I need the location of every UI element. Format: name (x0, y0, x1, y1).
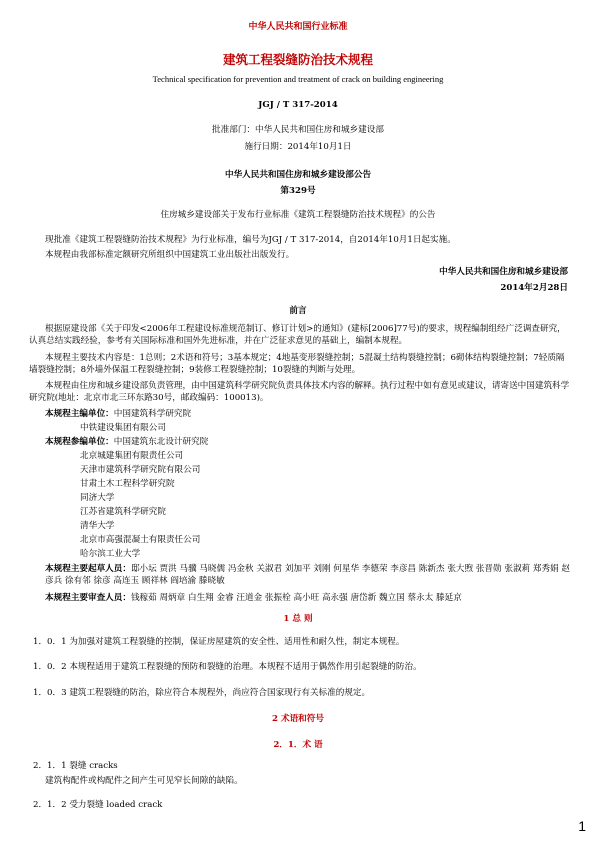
chapter-1-heading: 1 总 则 (283, 614, 313, 624)
announcement-date: 2014年2月28日 (500, 283, 568, 293)
preface-para-3: 本规程由住房和城乡建设部负责管理，由中国建筑科学研究院负责具体技术内容的解释。执行过程中如有意见或建议，请寄送中国建筑科学研究院(地址：北京市北三环东路30号，邮政编码：100013)。 (29, 381, 570, 404)
announcement-number: 第329号 (280, 186, 316, 196)
participant-unit: 江苏省建筑科学研究院 (80, 507, 166, 517)
page-number: 1 (578, 817, 586, 834)
reviewers-label: 本规程主要审查人员： (45, 593, 131, 603)
participant-unit: 同济大学 (80, 493, 115, 503)
participant-unit: 天津市建筑科学研究院有限公司 (80, 465, 201, 475)
announcement-issuer: 中华人民共和国住房和城乡建设部公告 (224, 170, 372, 180)
preface-para-2: 本规程主要技术内容是：1总则；2术语和符号；3基本规定；4地基变形裂缝控制；5混凝土结构裂缝控制；6砌体结构裂缝控制；7轻质隔墙裂缝控制；8外墙外保温工程裂缝控制；9装修工程裂缝控制；10裂缝的判断与处理。 (29, 353, 565, 376)
drafters-row (29, 563, 570, 588)
preface-heading: 前言 (289, 306, 307, 316)
participant-unit: 甘肃土木工程科学研究院 (80, 479, 175, 489)
participant-unit: 北京城建集团有限责任公司 (80, 451, 184, 461)
drafters-list: 邸小坛 贾洪 马骥 马晓儒 冯金秋 关淑君 刘加平 刘刚 何星华 李德荣 李彦昌 陈新杰 张大煦 张晋勋 张淑莉 郑秀娟 赵彦兵 徐有邻 徐彦 高连玉 顾祥林 阎培渝 滕晓敏 (45, 564, 570, 587)
term-2-1-2: 2．1．2 受力裂缝 loaded crack (33, 800, 163, 810)
participant-unit: 清华大学 (80, 521, 115, 531)
chief-unit: 中铁建设集团有限公司 (80, 423, 166, 433)
clause-1-0-3: 1．0．3 建筑工程裂缝的防治，除应符合本规程外，尚应符合国家现行有关标准的规定。 (33, 688, 371, 698)
preface-para-1: 根据原建设部《关于印发<2006年工程建设标准规范制订、修订计划>的通知》(建标[2006]77号)的要求，规程编制组经广泛调查研究，认真总结实践经验，参考有关国际标准和国外先进标准，并在广泛征求意见的基础上，编制本规程。 (29, 324, 566, 347)
participant-unit: 中国建筑东北设计研究院 (113, 437, 209, 447)
participant-units-label: 本规程参编单位： (45, 437, 114, 447)
announcement-para-2: 本规程由我部标准定额研究所组织中国建筑工业出版社出版发行。 (45, 250, 295, 260)
standard-category: 中华人民共和国行业标准 (248, 22, 348, 32)
announcement-subject: 住房城乡建设部关于发布行业标准《建筑工程裂缝防治技术规程》的公告 (160, 210, 436, 220)
participant-unit: 北京市高强混凝土有限责任公司 (80, 535, 201, 545)
term-2-1-1: 2．1．1 裂缝 cracks (33, 761, 118, 771)
approving-department: 批准部门：中华人民共和国住房和城乡建设部 (212, 125, 384, 135)
standard-title: 建筑工程裂缝防治技术规程 (222, 52, 373, 67)
standard-title-en: Technical specification for prevention and treatment of crack on building engineering (152, 74, 444, 84)
participant-unit: 哈尔滨工业大学 (80, 549, 141, 559)
section-2-1-heading: 2．1．术 语 (273, 740, 323, 750)
chief-unit: 中国建筑科学研究院 (113, 409, 192, 419)
reviewers-list: 钱稼茹 周炳章 白生翔 金睿 汪道金 张振栓 高小旺 高永强 唐岱新 魏立国 蔡永太 滕延京 (130, 593, 462, 603)
clause-1-0-2: 1．0．2 本规程适用于建筑工程裂缝的预防和裂缝的治理。本规程不适用于偶然作用引起裂缝的防治。 (33, 662, 422, 672)
term-2-1-1-definition: 建筑构配件或构配件之间产生可见窄长间隙的缺陷。 (45, 776, 243, 786)
clause-1-0-1: 1．0．1 为加强对建筑工程裂缝的控制，保证房屋建筑的安全性、适用性和耐久性，制定本规程。 (33, 637, 405, 647)
reviewers-row (45, 592, 570, 604)
drafters-label: 本规程主要起草人员： (45, 564, 131, 574)
implementation-date: 施行日期：2014年10月1日 (244, 142, 352, 152)
announcement-signer: 中华人民共和国住房和城乡建设部 (439, 267, 568, 277)
participant-units-row (45, 436, 570, 448)
chapter-2-heading: 2 术语和符号 (272, 714, 324, 724)
chief-units-row (45, 408, 570, 420)
announcement-para-1: 现批准《建筑工程裂缝防治技术规程》为行业标准，编号为JGJ / T 317-2014，自2014年10月1日起实施。 (45, 235, 456, 245)
chief-units-label: 本规程主编单位： (45, 409, 114, 419)
standard-number: JGJ / T 317-2014 (258, 100, 338, 110)
